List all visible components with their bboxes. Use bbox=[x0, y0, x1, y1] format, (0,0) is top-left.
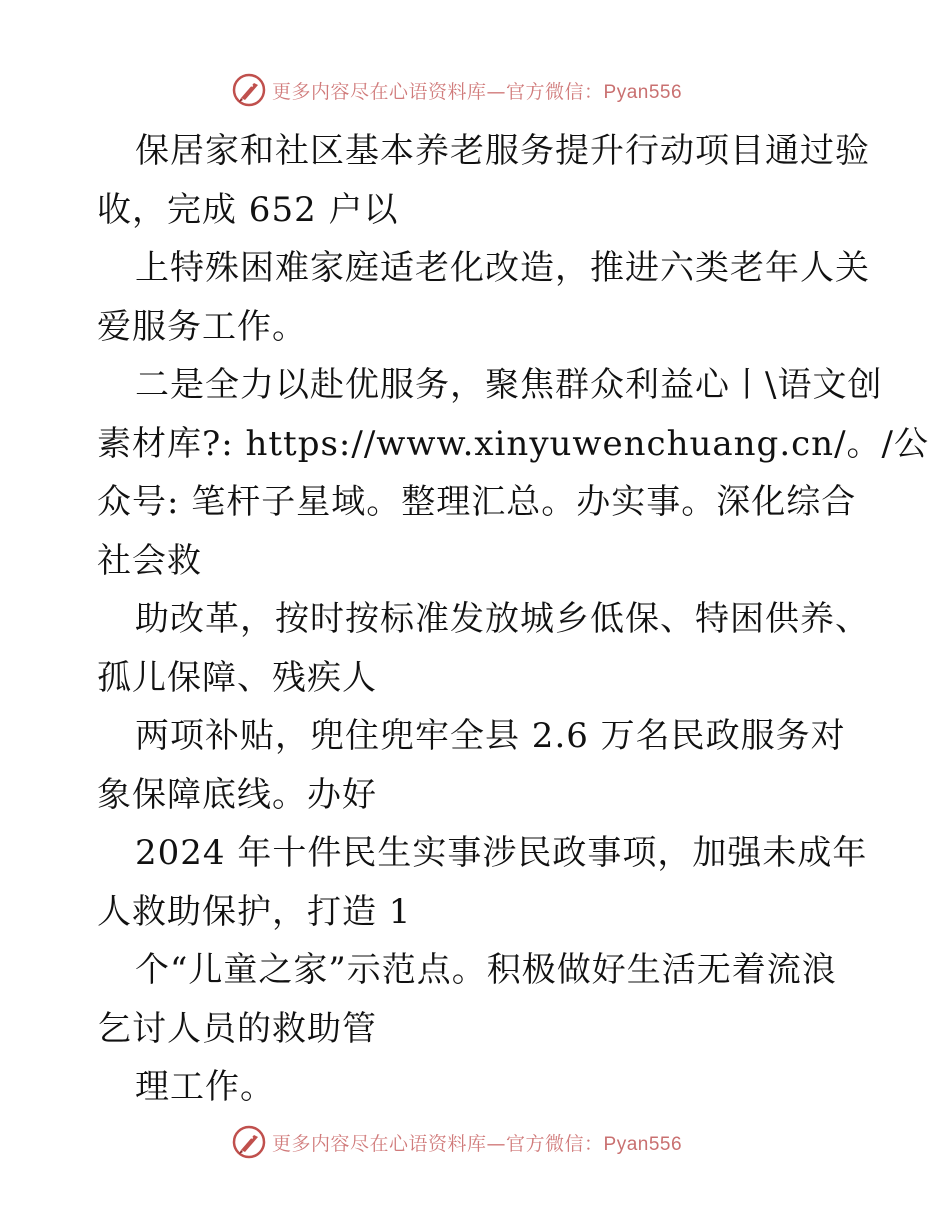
text-line: 象保障底线。办好 bbox=[97, 774, 377, 815]
text-line: 两项补贴，兜住兜牢全县 2.6 万名民政服务对 bbox=[135, 716, 846, 756]
text-line: 众号: 笔杆子星域。整理汇总。办实事。深化综合 bbox=[97, 482, 857, 522]
text-line: 爱服务工作。 bbox=[97, 306, 307, 347]
watermark-text: 更多内容尽在心语资料库—官方微信：Pyan556 bbox=[272, 80, 683, 103]
header-watermark bbox=[232, 70, 682, 110]
text-line: 社会救 bbox=[97, 540, 202, 581]
text-line: 助改革，按时按标准发放城乡低保、特困供养、 bbox=[135, 599, 870, 639]
text-line: 上特殊困难家庭适老化改造，推进六类老年人关 bbox=[135, 248, 870, 288]
text-line: 理工作。 bbox=[135, 1067, 275, 1107]
quill-pen-logo-icon bbox=[232, 73, 266, 107]
text-line: 收，完成 652 户以 bbox=[97, 189, 399, 230]
text-line: 保居家和社区基本养老服务提升行动项目通过验 bbox=[135, 131, 870, 171]
text-line: 个“儿童之家”示范点。积极做好生活无着流浪 bbox=[135, 950, 837, 990]
text-line: 孤儿保障、残疾人 bbox=[97, 657, 377, 698]
footer-watermark bbox=[232, 1122, 682, 1162]
text-line: 素材库?: https://www.xinyuwenchuang.cn/。/公 bbox=[97, 423, 929, 464]
text-line: 2024 年十件民生实事涉民政事项，加强未成年 bbox=[135, 833, 868, 873]
text-line: 人救助保护，打造 1 bbox=[97, 891, 412, 932]
watermark-id: Pyan556 bbox=[603, 81, 683, 103]
quill-pen-logo-icon bbox=[232, 1125, 266, 1159]
watermark-text: 更多内容尽在心语资料库—官方微信：Pyan556 bbox=[272, 1132, 683, 1155]
text-line: 二是全力以赴优服务，聚焦群众利益心丨\语文创 bbox=[135, 365, 883, 405]
text-line: 乞讨人员的救助管 bbox=[97, 1008, 377, 1049]
document-body bbox=[97, 122, 929, 1117]
watermark-id: Pyan556 bbox=[603, 1133, 683, 1155]
